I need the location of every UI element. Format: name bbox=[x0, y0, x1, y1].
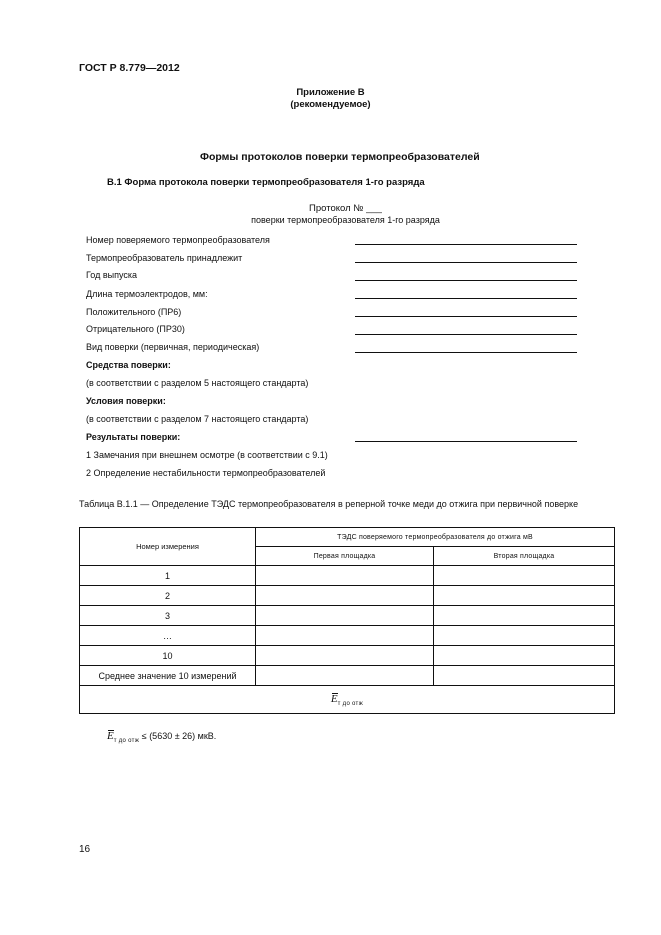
forms-title: Формы протоколов поверки термопреобразователей bbox=[200, 151, 480, 163]
fill-line bbox=[355, 298, 577, 299]
cell-first bbox=[256, 606, 434, 626]
field-verification-type: Вид поверки (первичная, периодическая) bbox=[86, 342, 260, 352]
acceptance-criterion bbox=[107, 730, 216, 744]
section-title: В.1 Форма протокола поверки термопреобразователя 1-го разряда bbox=[107, 177, 425, 188]
fill-line bbox=[355, 280, 577, 281]
fill-line bbox=[355, 244, 577, 245]
e-bar-symbol: E bbox=[330, 692, 338, 705]
protocol-subtitle: поверки термопреобразователя 1-го разряда bbox=[251, 215, 440, 225]
cell-first bbox=[256, 566, 434, 586]
field-results: Результаты поверки: bbox=[86, 432, 181, 442]
field-positive: Положительного (ПР6) bbox=[86, 307, 182, 317]
results-table bbox=[79, 527, 615, 714]
row-average-label: Среднее значение 10 измерений bbox=[80, 666, 256, 686]
e-subscript: т до отж bbox=[337, 700, 364, 707]
cell-second bbox=[434, 646, 615, 666]
col-group-header: ТЭДС поверяемого термопреобразователя до отжига мВ bbox=[256, 528, 615, 547]
field-conditions-note: (в соответствии с разделом 7 настоящего стандарта) bbox=[86, 414, 309, 424]
row-number: 2 bbox=[80, 586, 256, 606]
fill-line bbox=[355, 316, 577, 317]
cell-first bbox=[256, 666, 434, 686]
criterion-relation: ≤ (5630 ± 26) мкВ. bbox=[141, 731, 217, 741]
col-second-header: Вторая площадка bbox=[434, 547, 615, 566]
cell-second bbox=[434, 666, 615, 686]
cell-second bbox=[434, 566, 615, 586]
document-standard-number: ГОСТ Р 8.779—2012 bbox=[79, 62, 180, 74]
field-negative: Отрицательного (ПР30) bbox=[86, 324, 185, 334]
field-result-1: 1 Замечания при внешнем осмотре (в соответствии с 9.1) bbox=[86, 450, 328, 460]
field-electrode-length: Длина термоэлектродов, мм: bbox=[86, 289, 208, 299]
field-conditions: Условия поверки: bbox=[86, 396, 166, 406]
table-footer-formula bbox=[80, 686, 615, 714]
annex-title: Приложение В bbox=[296, 87, 365, 98]
table-caption: Таблица В.1.1 — Определение ТЭДС термопреобразователя в реперной точке меди до отжига при первичной поверке bbox=[79, 499, 579, 509]
cell-first bbox=[256, 626, 434, 646]
field-means: Средства поверки: bbox=[86, 360, 171, 370]
field-thermo-number: Номер поверяемого термопреобразователя bbox=[86, 235, 270, 245]
col-first-header: Первая площадка bbox=[256, 547, 434, 566]
row-number: 1 bbox=[80, 566, 256, 586]
cell-second bbox=[434, 626, 615, 646]
protocol-number: Протокол № ___ bbox=[309, 203, 382, 214]
e-bar-symbol: E bbox=[107, 730, 114, 742]
col-number-header: Номер измерения bbox=[80, 528, 256, 566]
annex-note: (рекомендуемое) bbox=[290, 99, 371, 110]
page-number: 16 bbox=[79, 844, 91, 855]
e-subscript: т до отж bbox=[113, 738, 140, 744]
row-number: … bbox=[80, 626, 256, 646]
row-number: 10 bbox=[80, 646, 256, 666]
fill-line bbox=[355, 262, 577, 263]
cell-second bbox=[434, 606, 615, 626]
field-owner: Термопреобразователь принадлежит bbox=[86, 253, 243, 263]
cell-first bbox=[256, 646, 434, 666]
fill-line bbox=[355, 441, 577, 442]
fill-line bbox=[355, 334, 577, 335]
row-number: 3 bbox=[80, 606, 256, 626]
field-year: Год выпуска bbox=[86, 270, 137, 280]
field-result-2: 2 Определение нестабильности термопреобразователей bbox=[86, 468, 326, 478]
cell-second bbox=[434, 586, 615, 606]
field-means-note: (в соответствии с разделом 5 настоящего стандарта) bbox=[86, 378, 309, 388]
fill-line bbox=[355, 352, 577, 353]
cell-first bbox=[256, 586, 434, 606]
